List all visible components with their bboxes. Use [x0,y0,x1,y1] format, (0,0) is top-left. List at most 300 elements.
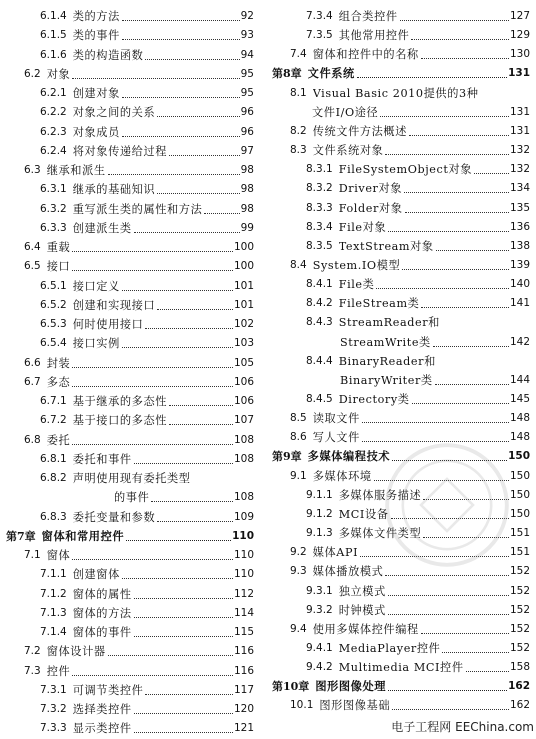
toc-entry [6,680,254,698]
toc-entry-number: 6.5 [24,260,41,273]
toc-entry-number: 第9章 [272,450,302,464]
toc-entry-number: 7.1.2 [40,587,67,600]
toc-entry-title: 多媒体编程技术 [307,449,391,464]
toc-entry-number: 9.3.2 [306,603,333,616]
toc-page-number: 136 [509,220,530,233]
toc-page-number: 134 [509,182,530,195]
toc-entry-number: 第8章 [272,67,302,81]
toc-entry [6,83,254,101]
toc-page-number: 152 [509,641,530,654]
toc-leader-dots [385,575,509,576]
toc-entry-number: 6.1.5 [40,29,67,42]
toc-entry-title: 声明使用现有委托类型 [72,472,191,485]
toc-entry-number: 8.4.2 [306,297,333,310]
toc-entry [272,121,530,139]
toc-page-number: 150 [508,450,530,463]
toc-entry-number: 8.3.4 [306,220,333,233]
toc-entry [272,370,530,388]
toc-leader-dots [400,20,509,21]
toc-entry [6,45,254,63]
toc-page-number: 100 [233,260,254,273]
toc-entry-title: 控件 [46,664,71,678]
toc-entry [272,44,530,62]
toc-leader-dots [362,422,509,423]
toc-entry-number: 6.5.1 [40,279,67,292]
toc-entry [6,199,254,217]
toc-entry-number: 8.1 [290,86,307,99]
toc-page-number: 127 [509,10,530,22]
toc-entry-title: 对象成员 [72,125,120,139]
toc-entry [272,25,530,43]
toc-entry-title: System.IO模型 [312,258,401,272]
toc-entry [272,351,530,369]
toc-page-number: 95 [240,87,254,99]
toc-leader-dots [380,116,509,117]
toc-entry-title: 窗体和控件中的名称 [312,48,419,62]
toc-page-number: 108 [233,433,254,446]
toc-page-number: 151 [509,546,530,559]
toc-page-number: 102 [233,318,254,330]
toc-entry-title: StreamReader和 [338,316,440,330]
toc-entry [272,178,530,196]
watermark-seal-icon [382,440,512,570]
toc-entry [272,6,530,24]
toc-leader-dots [157,309,233,310]
toc-entry-number: 8.3.5 [306,239,333,252]
toc-page-number: 129 [509,29,530,42]
toc-entry-number: 6.8.1 [40,452,67,465]
toc-entry-number: 6.3 [24,164,41,176]
toc-entry-title: 创建派生类 [72,221,132,235]
toc-entry-number: 6.2 [24,67,41,80]
toc-entry-number: 6.2.4 [40,144,67,157]
toc-page-number: 98 [240,164,254,176]
toc-page-number: 105 [233,356,254,369]
toc-entry [6,391,254,409]
toc-entry-title: FileStream类 [338,297,420,311]
toc-entry-title: 选择类控件 [72,703,132,716]
toc-leader-dots [151,501,233,502]
toc-entry-number: 8.3 [290,144,307,157]
toc-entry-title: 独立模式 [338,584,386,598]
toc-page-number: 138 [509,239,530,252]
toc-page-number: 110 [233,549,254,561]
toc-leader-dots [122,39,240,40]
toc-entry [6,372,254,390]
toc-entry [272,293,530,311]
toc-entry [6,641,254,659]
toc-entry [6,314,254,332]
toc-entry-number: 6.5.3 [40,318,67,330]
toc-leader-dots [169,405,233,406]
toc-entry-title: File类 [338,278,375,292]
toc-leader-dots [388,690,507,691]
toc-page-number: 100 [233,241,254,253]
toc-entry-number: 9.2 [290,546,307,559]
toc-entry-number: 8.3.2 [306,182,333,195]
toc-leader-dots [412,403,509,404]
toc-entry [272,581,530,599]
toc-leader-dots [134,617,233,618]
toc-leader-dots [409,135,509,136]
toc-page-number: 132 [509,144,530,157]
toc-entry [272,408,530,426]
toc-leader-dots [72,367,233,368]
toc-entry-title: 媒体API [312,546,359,560]
toc-entry-number: 9.4 [290,622,307,635]
toc-leader-dots [436,250,509,251]
toc-page-number: 162 [509,699,530,712]
toc-entry [272,198,530,216]
toc-entry-number: 7.3.4 [306,10,333,22]
toc-page-number: 98 [240,202,254,215]
toc-page-number: 99 [240,221,254,234]
toc-entry-title: 继承的基础知识 [72,183,156,197]
toc-leader-dots [122,290,233,291]
toc-page-number: 120 [233,703,254,715]
toc-entry [6,584,254,602]
toc-entry [6,718,254,736]
toc-entry-number: 第10章 [272,680,310,694]
toc-leader-dots [169,424,233,425]
toc-entry-number: 9.1.1 [306,488,333,501]
toc-leader-dots [122,136,240,137]
toc-leader-dots [72,675,233,676]
toc-entry-number: 7.2 [24,645,41,658]
toc-page-number: 131 [509,105,530,118]
toc-page-number: 107 [233,414,254,427]
toc-entry [6,410,254,428]
toc-entry-title: 创建窗体 [72,568,120,582]
footer-watermark-text: 电子工程网 EEChina.com [391,720,534,734]
toc-page-number: 108 [233,491,254,504]
toc-entry-title: 显示类控件 [72,722,132,736]
toc-entry-title: 类的事件 [72,29,120,43]
toc-entry [272,332,530,350]
toc-page-number: 117 [233,683,254,696]
toc-page-number: 132 [509,163,530,176]
toc-entry-number: 6.6 [24,356,41,369]
toc-leader-dots [145,328,233,329]
toc-entry [6,122,254,140]
toc-entry-title: 委托 [46,433,71,447]
toc-entry [272,159,530,177]
toc-entry-number: 6.1.4 [40,10,67,22]
toc-entry-number: 6.8.2 [40,472,67,484]
toc-page-number: 152 [509,622,530,635]
toc-page-number: 112 [233,587,254,600]
toc-leader-dots [442,652,509,653]
toc-leader-dots [169,155,240,156]
toc-leader-dots [157,116,239,117]
toc-entry-number: 9.4.1 [306,641,333,654]
toc-entry [6,661,254,679]
toc-entry-number: 7.4 [290,48,307,61]
toc-page-number: 110 [233,568,254,581]
toc-leader-dots [72,251,233,252]
toc-entry-number: 6.3.1 [40,183,67,196]
toc-entry-title: 的事件 [114,491,150,505]
toc-entry-title: 窗体的属性 [72,587,132,601]
toc-leader-dots [134,598,233,599]
toc-leader-dots [421,307,509,308]
toc-page-number: 95 [240,67,254,80]
toc-leader-dots [402,269,509,270]
toc-entry [6,160,254,178]
toc-page-number: 114 [233,606,254,619]
toc-page-number: 152 [509,603,530,616]
toc-leader-dots [134,636,233,637]
toc-leader-dots [72,559,233,560]
toc-leader-dots [466,671,509,672]
toc-entry-number: 6.8 [24,433,41,446]
toc-entry-number: 9.3 [290,565,307,578]
toc-page-number: 93 [240,29,254,42]
toc-entry-number: 9.3.1 [306,584,333,597]
toc-entry-number: 6.7.1 [40,395,67,407]
toc-entry [6,218,254,236]
toc-entry-title: 重载 [46,241,71,254]
toc-entry-title: 文件I/O途径 [312,105,379,119]
toc-entry-number: 8.4.4 [306,354,333,367]
toc-page-number: 116 [233,645,254,658]
toc-entry-number: 8.3.1 [306,163,333,176]
toc-leader-dots [388,614,509,615]
toc-entry-number: 7.3 [24,664,41,677]
toc-entry-title: 读取文件 [312,412,360,426]
toc-entry [6,64,254,82]
toc-leader-dots [126,540,231,541]
toc-entry [272,255,530,273]
toc-entry-title: 接口定义 [72,279,120,293]
toc-leader-dots [72,444,233,445]
toc-entry-title: 文件系统 [307,66,355,81]
toc-entry-title: 图形图像处理 [315,679,387,694]
toc-entry-title: Directory类 [338,393,410,406]
toc-entry [272,217,530,235]
toc-leader-dots [421,633,509,634]
toc-leader-dots [388,595,509,596]
toc-leader-dots [72,78,239,79]
toc-entry-title: 创建对象 [72,87,120,100]
toc-entry-title: 传统文件方法概述 [312,124,408,138]
toc-entry [6,333,254,351]
toc-leader-dots [108,174,240,175]
toc-entry-title: File对象 [338,220,387,234]
toc-leader-dots [474,173,509,174]
toc-leader-dots [122,97,240,98]
toc-entry [272,657,530,675]
toc-entry-title: 接口 [46,260,71,274]
toc-entry-number: 6.1.6 [40,48,67,61]
toc-leader-dots [392,709,509,710]
toc-entry-title: 多媒体环境 [312,469,372,483]
toc-leader-dots [157,193,239,194]
toc-entry-number: 9.1.2 [306,507,333,520]
toc-entry-number: 7.3.2 [40,703,67,715]
toc-page-number: 148 [509,412,530,425]
toc-entry-number: 第7章 [6,529,36,543]
toc-entry-title: 继承和派生 [46,164,106,177]
toc-entry-title: 对象之间的关系 [72,106,156,120]
toc-page-number: 131 [509,124,530,137]
toc-entry-number: 6.2.3 [40,125,67,138]
toc-entry [6,276,254,294]
toc-entry-title: Folder对象 [338,201,403,215]
toc-leader-dots [122,347,233,348]
toc-entry [272,140,530,158]
toc-entry [6,507,254,525]
toc-page-number: 150 [509,507,530,520]
toc-leader-dots [433,346,509,347]
toc-leader-dots [157,521,233,522]
toc-page-number: 98 [240,183,254,196]
toc-page-number: 144 [509,373,530,386]
toc-page-number: 101 [233,279,254,292]
toc-entry-number: 8.4.1 [306,278,333,291]
toc-leader-dots [411,39,509,40]
toc-page-number: 158 [509,661,530,674]
toc-entry-title: 窗体 [46,549,71,562]
toc-page-number: 150 [509,488,530,501]
toc-entry-title: 类的构造函数 [72,48,144,62]
toc-entry-title: 可调节类控件 [72,683,144,697]
toc-page-number: 96 [240,125,254,138]
toc-entry-number: 6.7.2 [40,414,67,427]
toc-page-number: 148 [509,431,530,444]
toc-entry-title: 多态 [46,375,71,389]
toc-page-number: 130 [509,48,530,61]
toc-entry-number: 9.1.3 [306,527,333,540]
toc-entry-title: 重写派生类的属性和方法 [72,202,203,216]
toc-entry [6,179,254,197]
toc-entry-title: 媒体播放模式 [312,565,384,579]
toc-entry-number: 6.8.3 [40,510,67,523]
toc-entry-number: 6.3.2 [40,202,67,215]
toc-page-number: 106 [233,375,254,388]
toc-entry-title: 窗体的事件 [72,626,132,639]
toc-page-number: 141 [509,297,530,310]
toc-entry-title: BinaryWriter类 [340,373,433,387]
toc-entry [6,295,254,313]
toc-page-number: 162 [508,680,530,693]
toc-entry-title: 多媒体服务描述 [338,488,422,502]
toc-entry-number: 8.4 [290,258,307,271]
toc-page-number: 94 [240,48,254,61]
toc-entry-number: 9.1 [290,469,307,482]
toc-entry [6,622,254,640]
toc-entry-title: 何时使用接口 [72,318,144,331]
toc-entry [272,83,530,101]
toc-page-number: 152 [509,565,530,578]
toc-entry-title: Multimedia MCI控件 [338,661,464,675]
toc-entry [6,603,254,621]
toc-page-number: 115 [233,626,254,638]
toc-entry [272,638,530,656]
toc-entry-number: 7.1.3 [40,606,67,619]
toc-entry-title: 组合类控件 [338,10,398,23]
toc-entry-title: 封装 [46,356,71,370]
toc-entry-title: 写人文件 [312,431,360,445]
toc-entry-title: 使用多媒体控件编程 [312,622,419,636]
toc-page-number: 96 [240,106,254,119]
toc-entry-title: 委托和事件 [72,452,132,466]
toc-entry-number: 8.3.3 [306,201,333,214]
toc-entry [6,468,254,486]
toc-entry [272,600,530,618]
toc-entry-number: 8.4.3 [306,316,333,329]
toc-page-number: 135 [509,201,530,214]
toc-entry [272,236,530,254]
toc-page-number: 109 [233,510,254,523]
toc-entry-title: 委托变量和参数 [72,510,156,524]
toc-leader-dots [388,231,509,232]
toc-page-number: 131 [508,67,530,80]
toc-entry [6,102,254,120]
toc-entry [6,449,254,467]
toc-leader-dots [134,732,233,733]
toc-entry-title: 窗体设计器 [46,645,106,659]
toc-entry [6,6,254,24]
toc-page-number: 97 [240,144,254,157]
toc-leader-dots [145,59,239,60]
toc-entry-title: 多媒体文件类型 [338,527,422,541]
toc-entry-number: 6.2.2 [40,106,67,119]
toc-entry-number: 6.5.4 [40,337,67,350]
toc-page-number: 140 [509,278,530,291]
toc-entry-number: 8.4.5 [306,393,333,405]
toc-entry-title: 图形图像基础 [319,699,391,713]
toc-entry-title: Driver对象 [338,182,403,196]
toc-entry-title: 创建和实现接口 [72,298,156,312]
toc-page-number: 121 [233,722,254,735]
toc-leader-dots [72,270,233,271]
toc-page-number: 139 [509,258,530,271]
toc-entry-number: 7.3.5 [306,29,333,42]
toc-entry-title: StreamWrite类 [340,335,431,349]
toc-entry-number: 7.1 [24,549,41,561]
toc-entry-number: 7.3.1 [40,683,67,696]
toc-entry-title: 基于继承的多态性 [72,395,168,408]
toc-entry-title: TextStream对象 [338,239,434,253]
toc-entry-number: 6.7 [24,375,41,388]
toc-leader-dots [357,77,507,78]
toc-page-number: 108 [233,452,254,465]
toc-entry-title: BinaryReader和 [338,354,436,368]
toc-leader-dots [134,713,233,714]
toc-entry [272,274,530,292]
toc-entry-title: 类的方法 [72,10,120,23]
toc-page-number: 92 [240,10,254,22]
toc-leader-dots [72,386,233,387]
toc-leader-dots [134,463,233,464]
toc-page-number: 103 [233,337,254,350]
toc-page-number: 145 [509,393,530,405]
toc-entry [6,353,254,371]
toc-entry-number: 10.1 [290,699,314,712]
toc-entry-title: 窗体和常用控件 [41,528,125,543]
toc-entry-title: 其他常用控件 [338,29,410,43]
toc-leader-dots [404,192,509,193]
toc-page-number: 151 [509,527,530,540]
toc-entry [6,237,254,255]
toc-entry-title: Visual Basic 2010提供的3种 [312,86,479,100]
toc-chapter-entry [6,526,254,544]
toc-leader-dots [385,154,509,155]
toc-leader-dots [376,288,509,289]
toc-entry-title: 时钟模式 [338,603,386,617]
toc-entry [6,564,254,582]
